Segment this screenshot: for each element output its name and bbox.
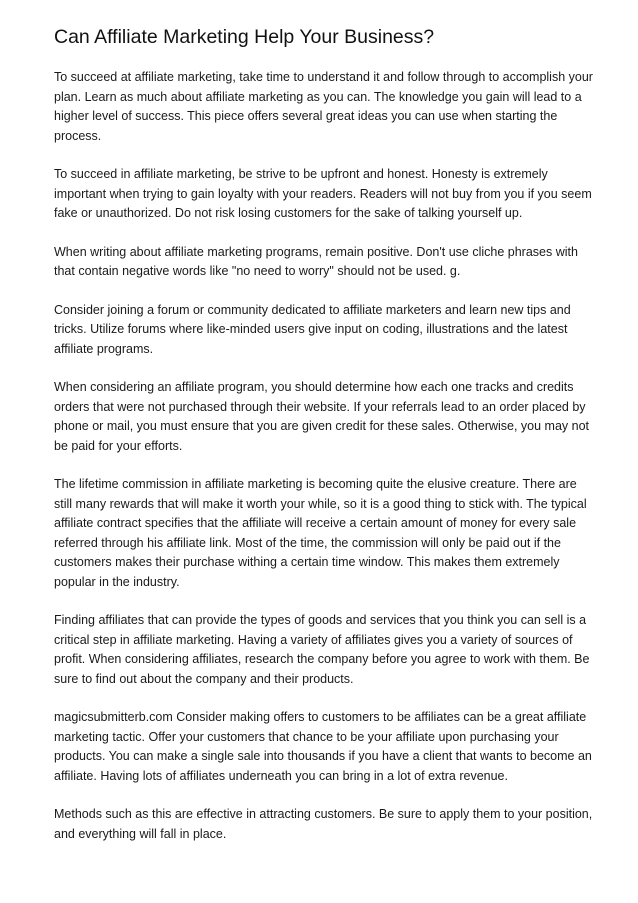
paragraph-3: When writing about affiliate marketing programs, remain positive. Don't use cliche phrases with that contain negative words like "no need to worry" should not be used. g. [54,244,578,278]
paragraph-2: To succeed in affiliate marketing, be strive to be upfront and honest. Honesty is extremely important when trying to gain loyalty with your readers. Readers will not buy from you if you seem fake or unauthorized. Do not risk losing customers for the sake of talking yourself up. [54,167,592,220]
paragraph-9: Methods such as this are effective in attracting customers. Be sure to apply them to your position, and everything will fall in place. [54,807,593,841]
paragraph-4: Consider joining a forum or community dedicated to affiliate marketers and learn new tips and tricks. Utilize forums where like-minded users give input on coding, illustrations and the latest affiliate programs. [54,302,571,356]
paragraph-6: The lifetime commission in affiliate marketing is becoming quite the elusive creature. There are still many rewards that will make it worth your while, so it is a good thing to stick with. The typical affiliate contract specifies that the affiliate will receive a certain amount of money for every sale referred through his affiliate link. Most of the time, the commission will only be paid out if the customers makes their purchase withing a certain time window. This makes them extremely popular in the industry. [54,477,587,589]
document-title: Can Affiliate Marketing Help Your Business? [54,26,435,48]
document-page [54,24,594,863]
paragraph-7: Finding affiliates that can provide the types of goods and services that you think you can sell is a critical step in affiliate marketing. Having a variety of affiliates gives you a variety of sources of profit. When considering affiliates, research the company before you agree to work with them. Be sure to find out about the company and their products. [54,613,590,686]
paragraph-5: When considering an affiliate program, you should determine how each one tracks and credits orders that were not purchased through their website. If your referrals lead to an order placed by phone or mail, you must ensure that you are given credit for these sales. Otherwise, you may not be paid for your efforts. [54,380,589,453]
paragraph-1: To succeed at affiliate marketing, take time to understand it and follow through to accomplish your plan. Learn as much about affiliate marketing as you can. The knowledge you gain will lead to a higher level of success. This piece offers several great ideas you can use when starting the process. [54,70,593,143]
paragraph-8: magicsubmitterb.com Consider making offers to customers to be affiliates can be a great affiliate marketing tactic. Offer your customers that chance to be your affiliate upon purchasing your products. You can make a single sale into thousands if you have a client that wants to become an affiliate. Having lots of affiliates underneath you can bring in a lot of extra revenue. [54,710,592,783]
